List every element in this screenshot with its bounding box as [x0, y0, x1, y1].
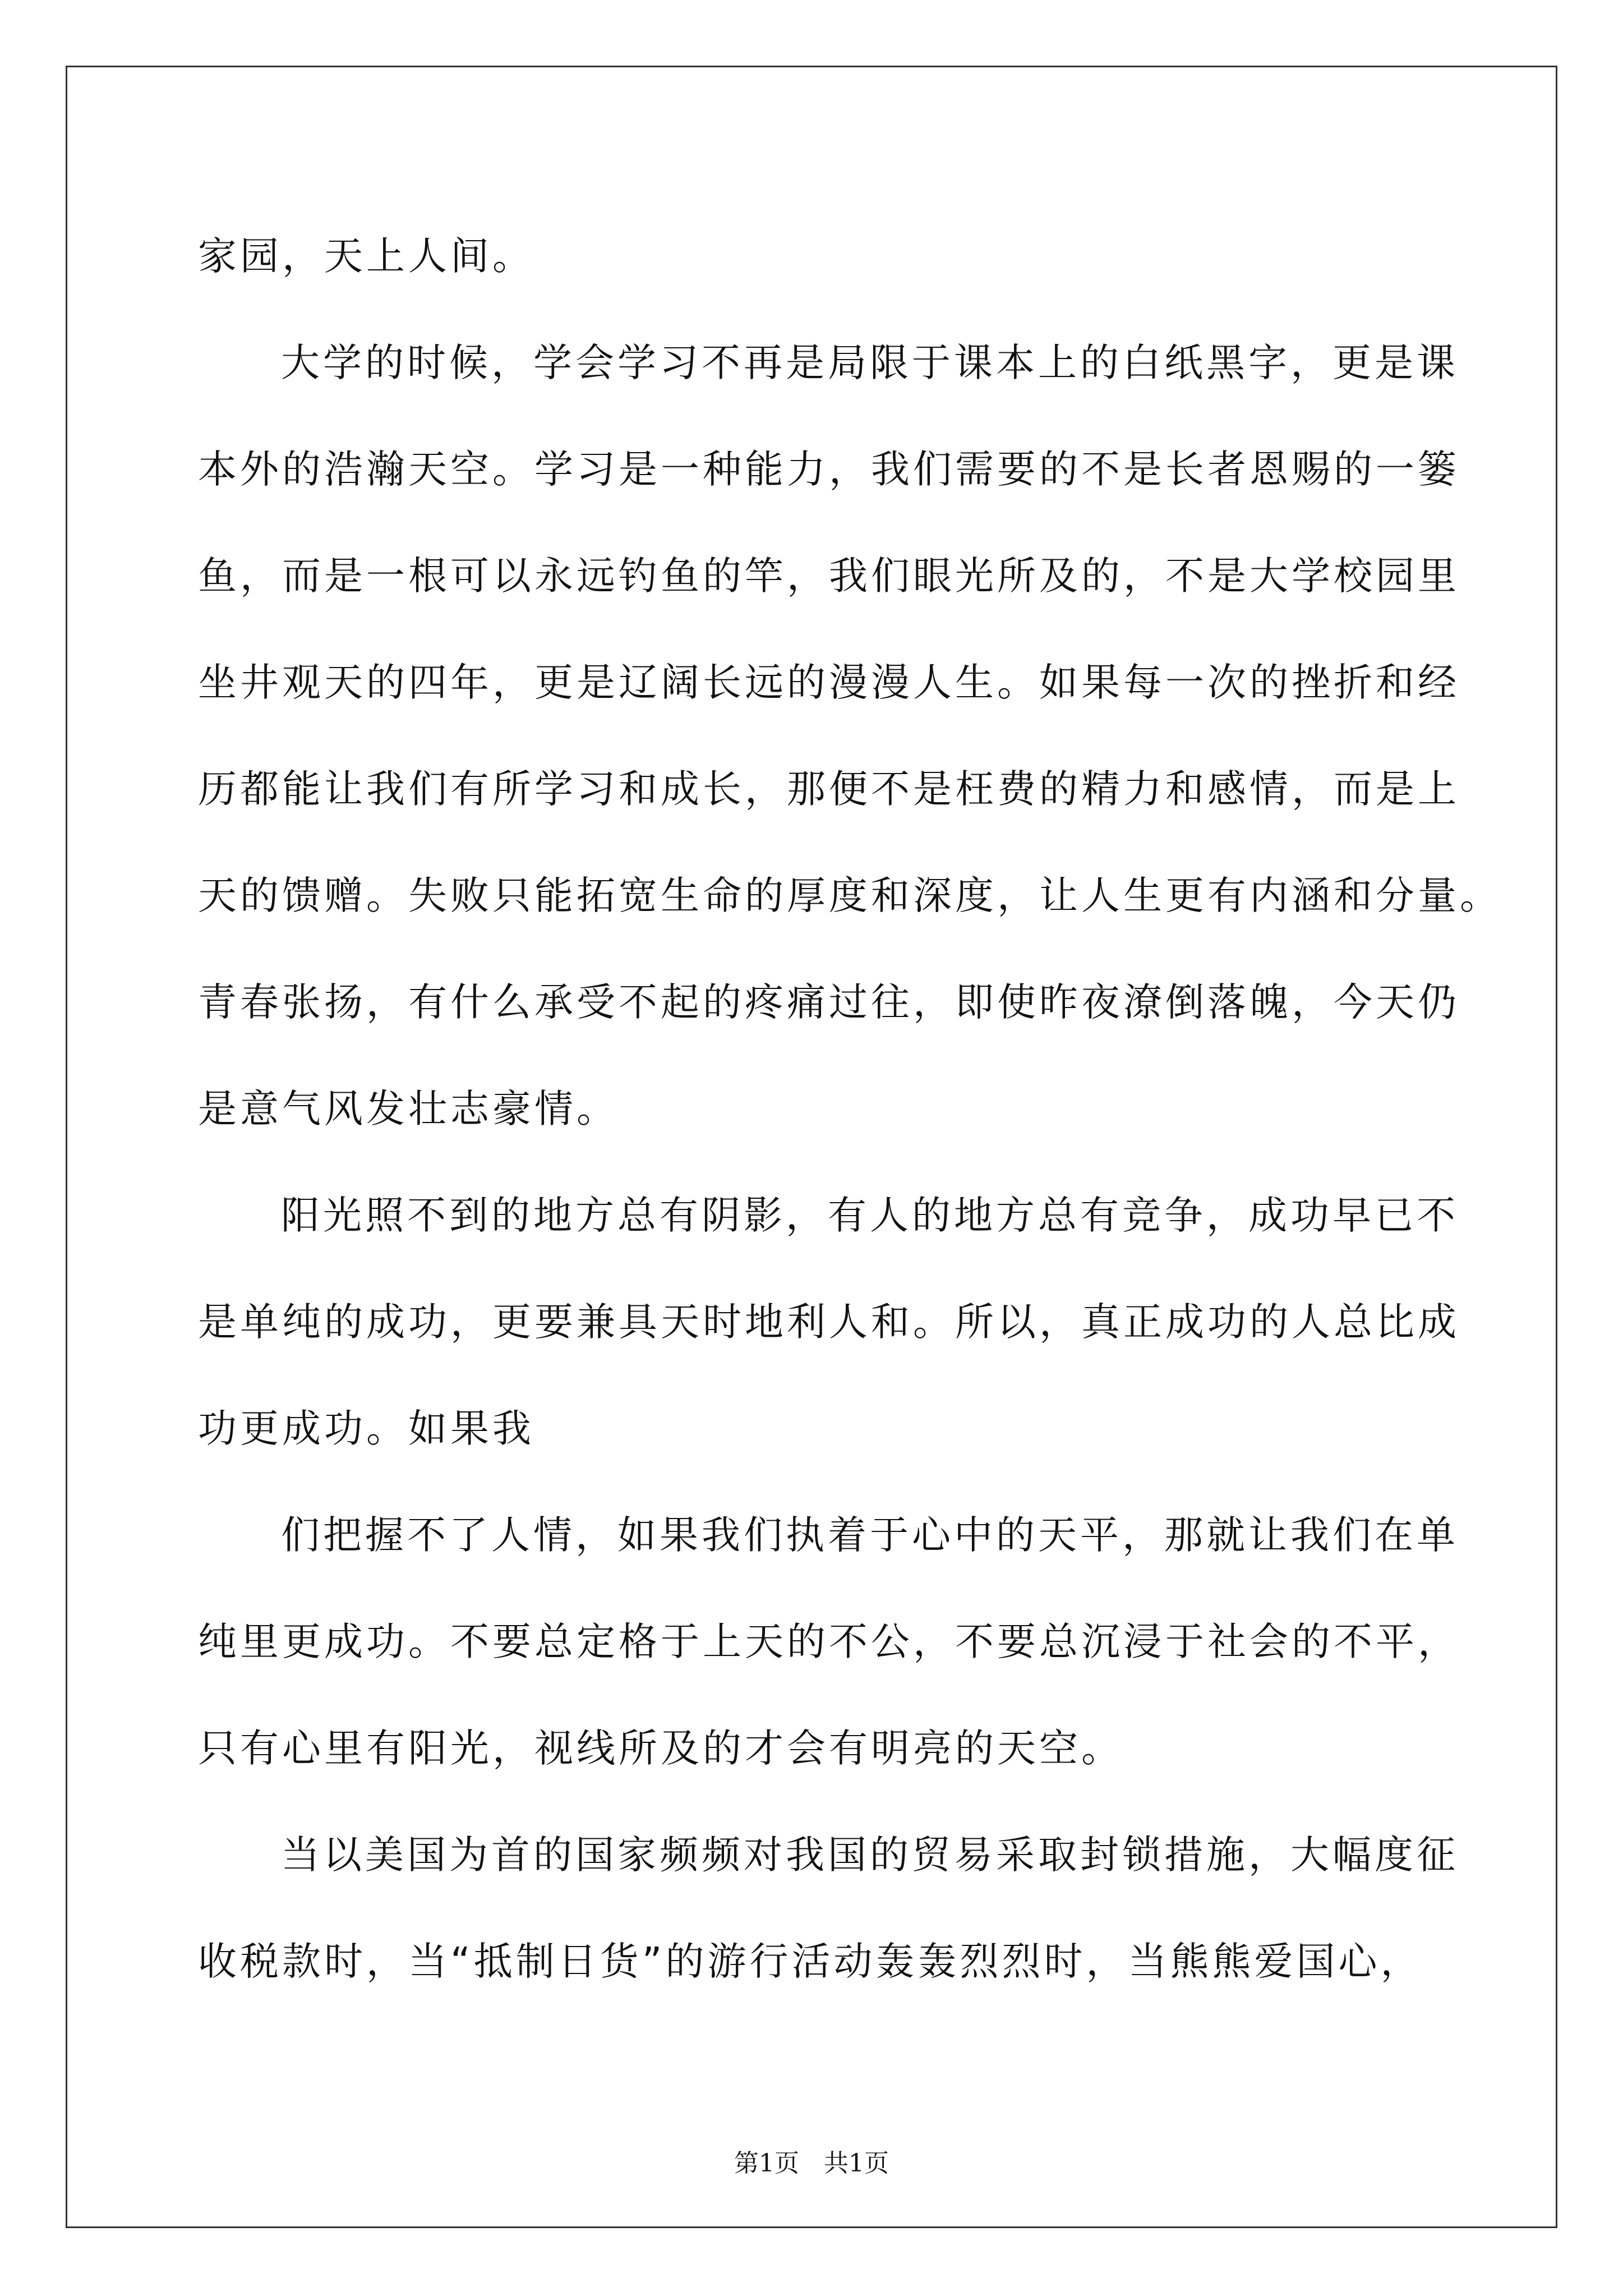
text-line: 收税款时，当“抵制日货”的游行活动轰轰烈烈时，当熊熊爱国心，: [198, 1939, 1423, 1984]
text-line: 历都能让我们有所学习和成长，那便不是枉费的精力和感情，而是上: [198, 767, 1460, 812]
text-line: 青春张扬，有什么承受不起的疼痛过往，即使昨夜潦倒落魄，今天仍: [198, 980, 1460, 1025]
text-line: 只有心里有阳光，视线所及的才会有明亮的天空。: [198, 1726, 1123, 1771]
text-line: 本外的浩瀚天空。学习是一种能力，我们需要的不是长者恩赐的一篓: [198, 447, 1460, 492]
text-line: 阳光照不到的地方总有阴影，有人的地方总有竞争，成功早已不: [281, 1193, 1459, 1238]
text-line: 坐井观天的四年，更是辽阔长远的漫漫人生。如果每一次的挫折和经: [198, 660, 1460, 705]
text-line: 家园，天上人间。: [198, 234, 534, 279]
text-line: 功更成功。如果我: [198, 1406, 534, 1451]
text-line: 大学的时候，学会学习不再是局限于课本上的白纸黑字，更是课: [281, 341, 1459, 385]
text-line: 纯里更成功。不要总定格于上天的不公，不要总沉浸于社会的不平，: [198, 1619, 1460, 1664]
page-number-footer: 第1页 共1页: [734, 2149, 889, 2178]
text-line: 鱼，而是一根可以永远钓鱼的竿，我们眼光所及的，不是大学校园里: [198, 554, 1460, 599]
document-body: [198, 203, 1502, 2015]
text-line: 当以美国为首的国家频频对我国的贸易采取封锁措施，大幅度征: [281, 1833, 1459, 1878]
text-line: 天的馈赠。失败只能拓宽生命的厚度和深度，让人生更有内涵和分量。: [198, 873, 1502, 918]
text-line: 们把握不了人情，如果我们执着于心中的天平，那就让我们在单: [281, 1513, 1459, 1558]
text-line: 是单纯的成功，更要兼具天时地利人和。所以，真正成功的人总比成: [198, 1300, 1460, 1345]
text-line: 是意气风发壮志豪情。: [198, 1087, 619, 1131]
